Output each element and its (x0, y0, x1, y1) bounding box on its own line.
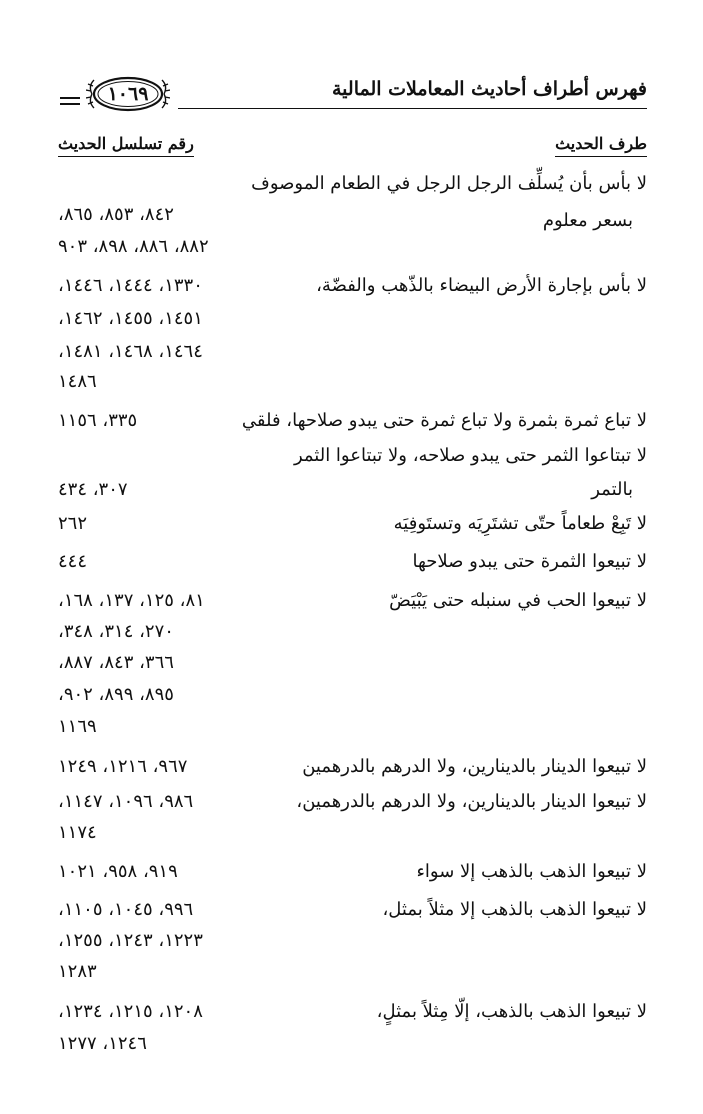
hadith-text: لا تبيعوا الدينار بالدينارين، ولا الدرهم بالدرهمين (302, 756, 647, 777)
column-heading-serial-label: رقم تسلسل الحديث (58, 134, 194, 153)
hadith-numbers: ٨١، ١٢٥، ١٣٧، ١٦٨، (58, 590, 205, 611)
hadith-text: لا تبيعوا الحب في سنبله حتى يَبْيَضّ (389, 590, 647, 611)
column-heading-serial (58, 134, 194, 157)
hadith-text: لا بأس بإجارة الأرض البيضاء بالذّهب والفضّة، (316, 275, 647, 296)
hadith-numbers: ٩١٩، ٩٥٨، ١٠٢١ (58, 861, 178, 882)
hadith-numbers: ٩٩٦، ١٠٤٥، ١١٠٥، (58, 899, 194, 920)
hadith-numbers: ٨٩٥، ٨٩٩، ٩٠٢، (58, 684, 174, 705)
hadith-numbers: ١٢٤٦، ١٢٧٧ (58, 1033, 147, 1054)
hadith-text: لا تَبِعْ طعاماً حتّى تشتَرِيَه وتستَوفِيَه (393, 513, 647, 534)
hadith-numbers: ١٤٦٤، ١٤٦٨، ١٤٨١، (58, 341, 203, 362)
hadith-numbers: ٣٠٧، ٤٣٤ (58, 479, 128, 500)
hadith-numbers: ٩٨٦، ١٠٩٦، ١١٤٧، (58, 791, 194, 812)
hadith-numbers: ٨٤٢، ٨٥٣، ٨٦٥، (58, 204, 174, 225)
hadith-numbers: ١٤٥١، ١٤٥٥، ١٤٦٢، (58, 308, 203, 329)
hadith-text: لا بأس بأن يُسلِّف الرجل الرجل في الطعام الموصوف (251, 173, 647, 194)
column-heading-hadith (555, 134, 647, 157)
hadith-text: لا تبيعوا الدينار بالدينارين، ولا الدرهم بالدرهمين، (296, 791, 647, 812)
hadith-text: لا تباع ثمرة بثمرة ولا تباع ثمرة حتى يبدو صلاحها، فلقي (241, 410, 647, 431)
header-dash (60, 97, 80, 99)
hadith-numbers: ١٣٣٠، ١٤٤٤، ١٤٤٦، (58, 275, 203, 296)
header-dash (60, 103, 80, 105)
hadith-numbers: ١٢٠٨، ١٢١٥، ١٢٣٤، (58, 1001, 203, 1022)
column-heading-hadith-label: طرف الحديث (555, 134, 647, 153)
hadith-numbers: ٤٤٤ (58, 551, 88, 572)
page-number-badge (86, 74, 170, 114)
hadith-numbers: ٢٦٢ (58, 513, 88, 534)
hadith-text: بالتمر (591, 479, 633, 500)
hadith-numbers: ١٢٨٣ (58, 961, 97, 982)
hadith-text: لا تبيعوا الذهب بالذهب إلا مثلاً بمثل، (382, 899, 647, 920)
header-rule (178, 108, 647, 109)
hadith-numbers: ١٤٨٦ (58, 371, 97, 392)
hadith-numbers: ٩٦٧، ١٢١٦، ١٢٤٩ (58, 756, 188, 777)
hadith-text: لا تبيعوا الذهب بالذهب، إلّا مِثلاً بمثلٍ، (376, 1001, 647, 1022)
hadith-numbers: ١١٦٩ (58, 716, 97, 737)
hadith-text: لا تبيعوا الذهب بالذهب إلا سواء (416, 861, 647, 882)
heading-underline (555, 156, 647, 157)
hadith-numbers: ٢٧٠، ٣١٤، ٣٤٨، (58, 621, 174, 642)
hadith-numbers: ١١٧٤ (58, 822, 97, 843)
hadith-text: لا تبيعوا الثمرة حتى يبدو صلاحها (412, 551, 647, 572)
hadith-numbers: ٣٦٦، ٨٤٣، ٨٨٧، (58, 652, 174, 673)
hadith-numbers: ١٢٢٣، ١٢٤٣، ١٢٥٥، (58, 930, 203, 951)
hadith-text: بسعر معلوم (542, 210, 633, 231)
hadith-text: لا تبتاعوا الثمر حتى يبدو صلاحه، ولا تبتاعوا الثمر (293, 445, 647, 466)
running-title: فهرس أطراف أحاديث المعاملات المالية (331, 78, 647, 100)
hadith-numbers: ٣٣٥، ١١٥٦ (58, 410, 138, 431)
hadith-numbers: ٨٨٢، ٨٨٦، ٨٩٨، ٩٠٣ (58, 236, 209, 257)
heading-underline (58, 156, 194, 157)
page-number: ١٠٦٩ (107, 83, 149, 105)
